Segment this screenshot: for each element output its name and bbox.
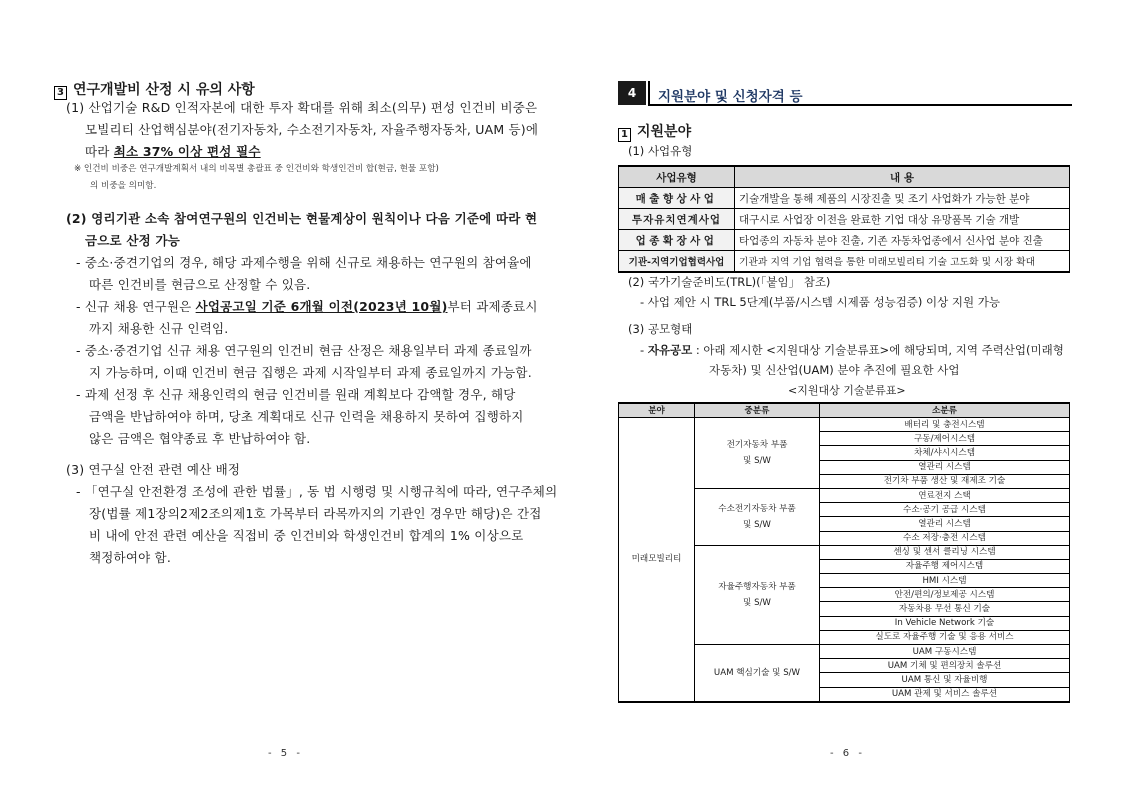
note-line2: 의 비중을 의미함. — [90, 181, 157, 191]
para1-line3-pre: 따라 — [85, 144, 114, 159]
para2-bullet2-l1 — [76, 297, 538, 315]
content-cell: 기술개발을 통해 제품의 시장진출 및 조기 사업화가 가능한 분야 — [735, 188, 1070, 209]
sub-category-cell: UAM 구동시스템 — [820, 645, 1070, 659]
sub-category-cell: 안전/편의/정보제공 시스템 — [820, 588, 1070, 602]
mid-category-cell — [695, 545, 820, 644]
bullet2-post: 부터 과제종료시 — [447, 299, 538, 314]
business-type-table — [618, 165, 1070, 273]
para1-line2: 모빌리티 산업핵심분야(전기자동차, 수소전기자동차, 자율주행자동차, UAM 등)에 — [85, 122, 539, 137]
sub-category-cell: 전기차 부품 생산 및 재제조 기술 — [820, 474, 1070, 488]
para3-bullet-l1: - 「연구실 안전환경 조성에 관한 법률」, 동 법 시행령 및 시행규칙에 따라, 연구주체의 — [76, 484, 558, 499]
para3-bullet-l3: 비 내에 안전 관련 예산을 직접비 중 인건비와 학생인건비 합계의 1% 이상으로 — [89, 528, 524, 543]
note-line1: ※ 인건비 비중은 연구개발계획서 내의 비목별 총괄표 중 인건비와 학생인건비 합(현금, 현물 포함) — [74, 164, 439, 174]
table-row — [619, 251, 1070, 273]
subsection-title: 지원분야 — [637, 124, 692, 140]
page-number-left: - 5 - — [268, 748, 303, 759]
sub-category-cell: 자율주행 제어시스템 — [820, 559, 1070, 573]
sub-category-cell: 연료전지 스택 — [820, 488, 1070, 502]
type-cell: 매출향상사업 — [619, 188, 735, 209]
para3-line1: (3) 연구실 안전 관련 예산 배정 — [66, 462, 241, 477]
section-number-box: 4 — [618, 81, 646, 105]
mid-category-line2: 및 S/W — [743, 519, 771, 530]
mid-category-cell — [695, 645, 820, 702]
table-header-cell: 소분류 — [820, 403, 1070, 418]
para2-bullet3-l2: 지 가능하며, 이때 인건비 현금 집행은 과제 시작일부터 과제 종료일까지 가능함. — [89, 365, 532, 380]
sub-category-cell: 수소 저장·충전 시스템 — [820, 531, 1070, 545]
mid-category-cell — [695, 488, 820, 545]
table-row — [619, 188, 1070, 209]
para3-bullet-l4: 책정하여야 함. — [89, 550, 171, 565]
type-cell: 투자유치연계사업 — [619, 209, 735, 230]
mid-category-cell — [695, 418, 820, 489]
type-cell: 기관-지역기업협력사업 — [619, 251, 735, 273]
page-number-right: - 6 - — [830, 748, 865, 759]
sub-category-cell: HMI 시스템 — [820, 574, 1070, 588]
table-row — [619, 418, 1070, 432]
item3-bullet-l2: 자동차) 및 신산업(UAM) 분야 추진에 필요한 사업 — [709, 363, 960, 377]
para2-bullet4-l3: 않은 금액은 협약종료 후 반납하여야 함. — [89, 431, 311, 446]
mid-category-line1: UAM 핵심기술 및 S/W — [713, 667, 801, 678]
table-row — [619, 230, 1070, 251]
sub-category-cell: UAM 관제 및 서비스 솔루션 — [820, 687, 1070, 702]
table-header-cell: 사업유형 — [619, 166, 735, 188]
sub-category-cell: UAM 통신 및 자율비행 — [820, 673, 1070, 687]
para1-line1: (1) 산업기술 R&D 인적자본에 대한 투자 확대를 위해 최소(의무) 편성 인건비 비중은 — [66, 100, 538, 115]
table-header-row — [619, 166, 1070, 188]
sub-category-cell: 실도로 자율주행 기술 및 응용 서비스 — [820, 630, 1070, 644]
para2-bullet3-l1: - 중소·중견기업 신규 채용 연구원의 인건비 현금 산정은 채용일부터 과제 종료일까 — [76, 343, 532, 358]
mid-category-line1: 자율주행자동차 부품 — [718, 581, 796, 592]
subsection-number-box: 1 — [618, 128, 631, 142]
item1-label: (1) 사업유형 — [628, 144, 693, 158]
content-cell: 대구시로 사업장 이전을 완료한 기업 대상 유망품목 기술 개발 — [735, 209, 1070, 230]
sub-category-cell: In Vehicle Network 기술 — [820, 616, 1070, 630]
bullet2-emphasis: 사업공고일 기준 6개월 이전(2023년 10월) — [195, 299, 448, 314]
para2-bullet1-l1: - 중소·중견기업의 경우, 해당 과제수행을 위해 신규로 채용하는 연구원의 참여율에 — [76, 255, 532, 270]
item3-bullet-l1: - 자유공모 : 아래 제시한 <지원대상 기술분류표>에 해당되며, 지역 주력산업(미래형 — [640, 343, 1064, 357]
para2-line2: 금으로 산정 가능 — [85, 233, 181, 248]
open-call-label: 자유공모 — [647, 343, 693, 357]
sub-category-cell: 배터리 및 충전시스템 — [820, 418, 1070, 432]
section-title: 지원분야 및 신청자격 등 — [658, 89, 803, 105]
sub-category-cell: 열관리 시스템 — [820, 517, 1070, 531]
right-page — [618, 0, 1070, 793]
sub-category-cell: 구동/제어시스템 — [820, 432, 1070, 446]
sub-category-cell: UAM 기체 및 편의장치 솔루션 — [820, 659, 1070, 673]
para2-bullet4-l1: - 과제 선정 후 신규 채용인력의 현금 인건비를 원래 계획보다 감액할 경우, 해당 — [76, 387, 516, 402]
table-header-row — [619, 403, 1070, 418]
content-cell: 기관과 지역 기업 협력을 통한 미래모빌리티 기술 고도화 및 시장 확대 — [735, 251, 1070, 273]
content-cell: 타업종의 자동차 분야 진출, 기존 자동차업종에서 신사업 분야 진출 — [735, 230, 1070, 251]
table-row — [619, 209, 1070, 230]
mid-category-line1: 전기자동차 부품 — [726, 439, 788, 450]
section-heading — [54, 79, 255, 100]
sub-category-cell: 열관리 시스템 — [820, 460, 1070, 474]
para2-bullet4-l2: 금액을 반납하여야 하며, 당초 계획대로 신규 인력을 채용하지 못하여 집행하지 — [89, 409, 524, 424]
sub-category-cell: 차체/샤시시스템 — [820, 446, 1070, 460]
para2-line1: (2) 영리기관 소속 참여연구원의 인건비는 현물계상이 원칙이나 다음 기준에 따라 현 — [66, 211, 538, 226]
table-header-cell: 내 용 — [735, 166, 1070, 188]
mid-category-line2: 및 S/W — [743, 597, 771, 608]
para1-emphasis: 최소 37% 이상 편성 필수 — [113, 144, 261, 159]
subsection-heading — [618, 121, 691, 142]
para2-bullet1-l2: 따른 인건비를 현금으로 산정할 수 있음. — [89, 277, 311, 292]
item2-label: (2) 국가기술준비도(TRL)(「붙임」 참조) — [628, 275, 831, 289]
para3-bullet-l2: 장(법률 제1장의2제2조의제1호 가목부터 라목까지의 기관인 경우만 해당)은 간접 — [89, 506, 542, 521]
sub-category-cell: 자동차용 무선 통신 기술 — [820, 602, 1070, 616]
table2-caption: <지원대상 기술분류표> — [788, 384, 906, 397]
type-cell: 업종확장사업 — [619, 230, 735, 251]
para2-bullet2-l2: 까지 채용한 신규 인력임. — [89, 321, 229, 336]
heading-number-box: 3 — [54, 86, 67, 100]
item2-bullet: - 사업 제안 시 TRL 5단계(부품/시스템 시제품 성능검증) 이상 지원 가능 — [640, 295, 1001, 309]
table-header-cell: 중분류 — [695, 403, 820, 418]
tech-classification-table — [618, 402, 1070, 703]
sub-category-cell: 센싱 및 센서 클리닝 시스템 — [820, 545, 1070, 559]
mid-category-line2: 및 S/W — [743, 455, 771, 466]
open-call-text: : 아래 제시한 <지원대상 기술분류표>에 해당되며, 지역 주력산업(미래형 — [692, 343, 1064, 357]
field-cell: 미래모빌리티 — [619, 418, 695, 702]
table-header-cell: 분야 — [619, 403, 695, 418]
table-body — [619, 418, 1070, 702]
sub-category-cell: 수소·공기 공급 시스템 — [820, 503, 1070, 517]
item3-label: (3) 공모형태 — [628, 322, 693, 336]
bullet2-pre: - 신규 채용 연구원은 — [76, 299, 196, 314]
mid-category-line1: 수소전기자동차 부품 — [718, 503, 796, 514]
heading-text: 연구개발비 산정 시 유의 사항 — [73, 82, 255, 98]
para1-line3 — [85, 142, 261, 160]
